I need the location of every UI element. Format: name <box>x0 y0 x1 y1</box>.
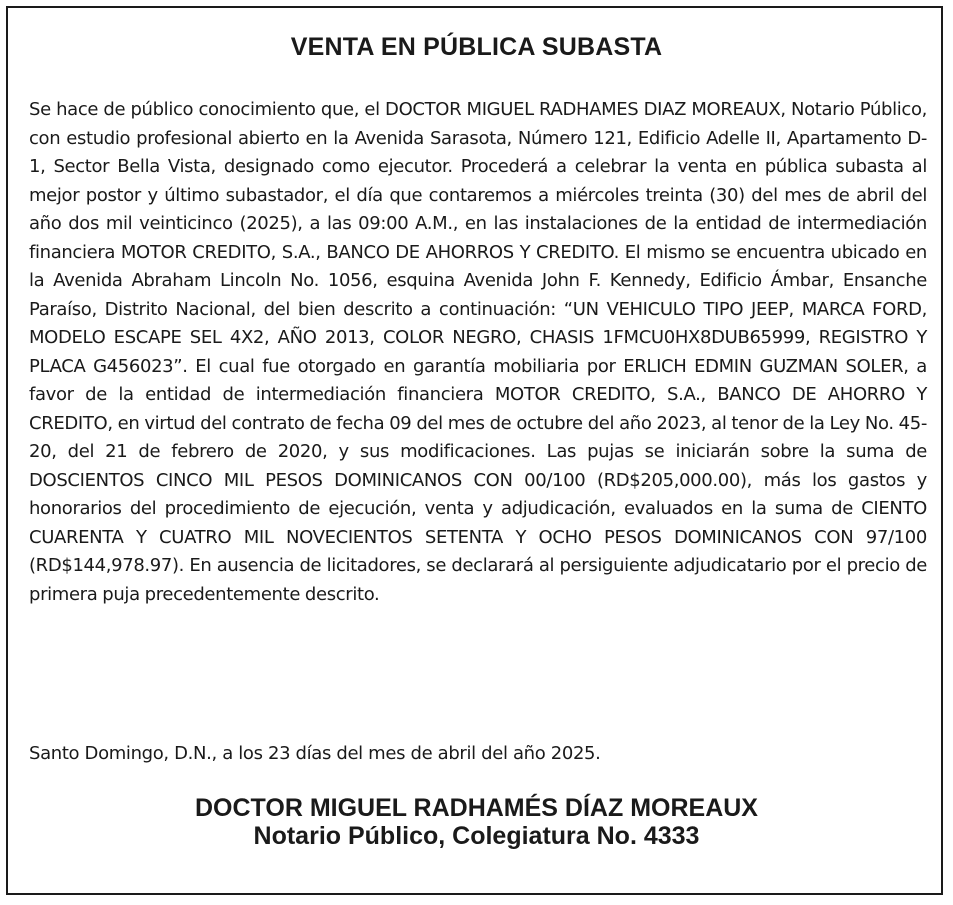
signature-name: DOCTOR MIGUEL RADHAMÉS DÍAZ MOREAUX <box>195 794 758 822</box>
notice-title: VENTA EN PÚBLICA SUBASTA <box>290 33 663 61</box>
notice-frame <box>6 6 943 895</box>
signature-role: Notario Público, Colegiatura No. 4333 <box>253 822 700 850</box>
notice-date-line: Santo Domingo, D.N., a los 23 días del mes de abril del año 2025. <box>29 743 601 764</box>
notice-body: Se hace de público conocimiento que, el DOCTOR MIGUEL RADHAMES DIAZ MOREAUX, Notario Público, con estudio profesional abierto en la Avenida Sarasota, Número 121, Edificio Adelle II, Apartamento D-1, Sector Bella Vista, designado como ejecutor. Procederá a celebrar la venta en pública subasta al mejor postor y último subastador, el día que contaremos a miércoles treinta (30) del mes de abril del año dos mil veinticinco (2025), a las 09:00 A.M., en las instalaciones de la entidad de intermediación financiera MOTOR CREDITO, S.A., BANCO DE AHORROS Y CREDITO. El mismo se encuentra ubicado en la Avenida Abraham Lincoln No. 1056, esquina Avenida John F. Kennedy, Edificio Ámbar, Ensanche Paraíso, Distrito Nacional, del bien descrito a continuación: “UN VEHICULO TIPO JEEP, MARCA FORD, MODELO ESCAPE SEL 4X2, AÑO 2013, COLOR NEGRO, CHASIS 1FMCU0HX8DUB65999, REGISTRO Y PLACA G456023”. El cual fue otorgado en garantía mobiliaria por ERLICH EDMIN GUZMAN SOLER, a favor de la entidad de intermediación financiera MOTOR CREDITO, S.A., BANCO DE AHORRO Y CREDITO, en virtud del contrato de fecha 09 del mes de octubre del año 2023, al tenor de la Ley No. 45-20, del 21 de febrero de 2020, y sus modificaciones. Las pujas se iniciarán sobre la suma de DOSCIENTOS CINCO MIL PESOS DOMINICANOS CON 00/100 (RD$205,000.00), más los gastos y honorarios del procedimiento de ejecución, venta y adjudicación, evaluados en la suma de CIENTO CUARENTA Y CUATRO MIL NOVECIENTOS SETENTA Y OCHO PESOS DOMINICANOS CON 97/100 (RD$144,978.97). En ausencia de licitadores, se declarará al persiguiente adjudicatario por el precio de primera puja precedentemente descrito. <box>29 99 927 605</box>
